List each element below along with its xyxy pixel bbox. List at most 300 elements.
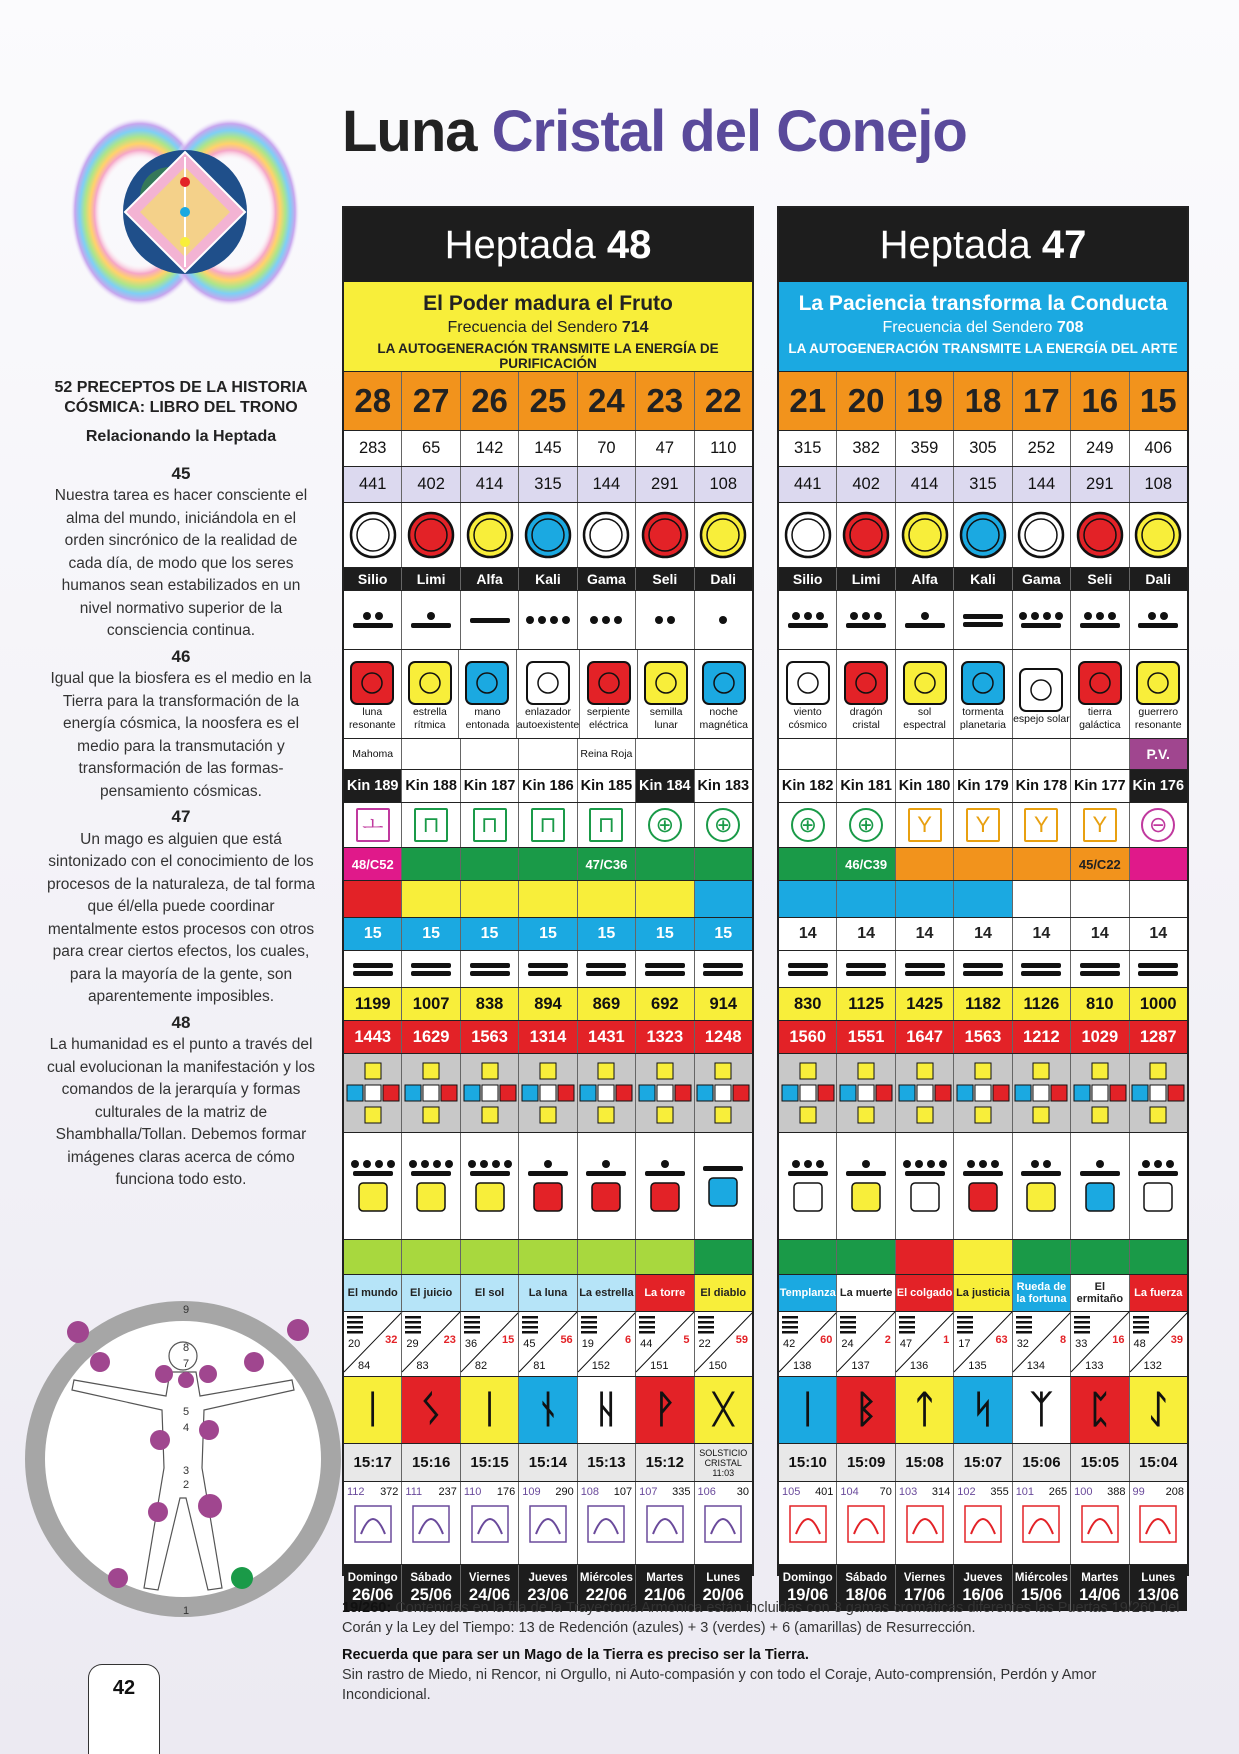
plasma-glyph-cell: [836, 503, 894, 567]
rune-glyph-cell: [895, 1377, 953, 1443]
guide-seal-icon: [968, 1182, 998, 1212]
row-guide-seal: [779, 1132, 1187, 1239]
row-sunset-time: [344, 1443, 752, 1481]
week-number-cell: 14: [1070, 918, 1128, 950]
iching-hexagram-cell: 17 63 135: [953, 1312, 1011, 1376]
green-band-cell: [635, 1240, 693, 1274]
oracle-cross-icon: [695, 1061, 751, 1125]
guide-seal-cell: [344, 1133, 401, 1239]
green-band-cell: [577, 1240, 635, 1274]
weekday-date-cell: Miércoles 22/06: [577, 1565, 635, 1611]
tone-seal-cell: mano entonada: [458, 650, 516, 738]
tone-dots-cell: [460, 591, 518, 649]
harmonic-band-cell: [895, 848, 953, 880]
weekday-date-cell: Domingo 19/06: [779, 1565, 836, 1611]
tone-bars-cell: [577, 951, 635, 987]
weekday-date-cell: Miércoles 15/06: [1012, 1565, 1070, 1611]
weekday-date-cell: Sábado 25/06: [401, 1565, 459, 1611]
plasma-glyph-cell: [1070, 503, 1128, 567]
harmonic-band-cell: 48/C52: [344, 848, 401, 880]
solar-seal-icon: [1018, 667, 1064, 713]
color-band-cell: [518, 881, 576, 917]
guide-seal-icon: [650, 1182, 680, 1212]
castle-icon: ⊓: [473, 808, 507, 842]
plasma-name-cell: Kali: [953, 568, 1011, 590]
tone-bars-cell: [460, 951, 518, 987]
psi-chrono-cell: 104 70: [836, 1482, 894, 1564]
iching-hexagram-cell: 44 5 151: [635, 1312, 693, 1376]
week-number-cell: 14: [895, 918, 953, 950]
row-oracle-cross: [779, 1053, 1187, 1132]
oracle-cross-cell: [518, 1054, 576, 1132]
color-band-cell: [577, 881, 635, 917]
sunset-time-cell: 15:06: [1012, 1444, 1070, 1481]
kin-number-cell: Kin 181: [836, 770, 894, 802]
green-band-cell: [1129, 1240, 1187, 1274]
solar-seal-icon: [843, 660, 889, 706]
plasma-glyph-cell: [344, 503, 401, 567]
harmonic-band-cell: [460, 848, 518, 880]
plasma-icon: [900, 510, 950, 560]
green-band-cell: [779, 1240, 836, 1274]
yellow-number-cell: 914: [694, 988, 752, 1020]
row-tone-bars: [344, 950, 752, 987]
figure-num: 8: [182, 1342, 190, 1354]
rune-glyph-cell: [518, 1377, 576, 1443]
day-number-cell: 28: [344, 372, 401, 430]
tone-dots-cell: [401, 591, 459, 649]
figure-num-top: 9: [182, 1304, 190, 1316]
psi-chrono-cell: 103 314: [895, 1482, 953, 1564]
guide-seal-icon: [416, 1182, 446, 1212]
weekday-date-cell: Jueves 23/06: [518, 1565, 576, 1611]
guide-seal-icon: [475, 1182, 505, 1212]
oracle-cross-cell: [344, 1054, 401, 1132]
harmonic-band-cell: [779, 848, 836, 880]
sunset-time-cell: 15:10: [779, 1444, 836, 1481]
oracle-label-cell: [836, 739, 894, 769]
rune-glyph-cell: [779, 1377, 836, 1443]
harmonic-band-cell: [953, 848, 1011, 880]
rune-icon: ᛈ: [1088, 1388, 1112, 1431]
tarot-card-cell: El ermitaño: [1070, 1275, 1128, 1311]
figure-num: 3: [182, 1465, 190, 1477]
color-band-cell: [1012, 881, 1070, 917]
week-number-cell: 15: [344, 918, 401, 950]
castle-icon: ⊓: [589, 808, 623, 842]
oracle-cross-cell: [895, 1054, 953, 1132]
psi-glyph-icon: [1080, 1504, 1120, 1544]
rune-icon: ᛁ: [796, 1388, 820, 1431]
tone-bars-cell: [895, 951, 953, 987]
red-number-cell: 1287: [1129, 1021, 1187, 1053]
guide-seal-cell: [460, 1133, 518, 1239]
rune-glyph-cell: [401, 1377, 459, 1443]
oracle-cross-icon: [345, 1061, 401, 1125]
row-oracle-cross: [344, 1053, 752, 1132]
psi-number-cell: 110: [694, 431, 752, 466]
castle-icon: ㅗ: [356, 808, 390, 842]
psi-number-cell: 315: [793, 439, 822, 457]
row-psi-chrono: [344, 1481, 752, 1564]
plasma-number-cell: 291: [1070, 467, 1128, 502]
color-band-cell: [895, 881, 953, 917]
solar-seal-icon: [960, 660, 1006, 706]
sunset-time-cell: 15:13: [577, 1444, 635, 1481]
oracle-cross-icon: [578, 1061, 634, 1125]
psi-number-cell: 359: [895, 431, 953, 466]
tone-seal-cell: noche magnética: [694, 650, 752, 738]
row-plasma-glyph: [344, 502, 752, 567]
oracle-cross-icon: [520, 1061, 576, 1125]
red-number-cell: 1551: [836, 1021, 894, 1053]
oracle-label-cell: [460, 739, 518, 769]
plasma-icon: [1016, 510, 1066, 560]
day-number-cell: 25: [518, 372, 576, 430]
oracle-cross-icon: [637, 1061, 693, 1125]
plasma-number-cell: 108: [694, 467, 752, 502]
row-day-number: [344, 371, 752, 430]
plasma-glyph-cell: [577, 503, 635, 567]
guide-seal-icon: [708, 1177, 738, 1207]
page-number: 42: [88, 1664, 160, 1754]
iching-hexagram-cell: 32 8 134: [1012, 1312, 1070, 1376]
psi-chrono-cell: 99 208: [1129, 1482, 1187, 1564]
tone-dots-cell: [779, 591, 836, 649]
psi-glyph-icon: [353, 1504, 393, 1544]
psi-glyph-icon: [586, 1504, 626, 1544]
guide-seal-cell: [953, 1133, 1011, 1239]
solar-seal-icon: [464, 660, 510, 706]
tone-dots-cell: [694, 591, 752, 649]
figure-num: 2: [182, 1479, 190, 1491]
castle-icon: ⊖: [1141, 808, 1175, 842]
castle-glyph-cell: [635, 803, 693, 847]
guide-seal-icon: [1143, 1182, 1173, 1212]
kin-number-cell: Kin 179: [953, 770, 1011, 802]
row-week-number: [344, 917, 752, 950]
plasma-name-cell: Limi: [401, 568, 459, 590]
color-band-cell: [779, 881, 836, 917]
footer-bold-1: 19/260:: [342, 1600, 392, 1616]
row-yellow-number: [779, 987, 1187, 1020]
tone-dots-cell: [518, 591, 576, 649]
oracle-cross-cell: [460, 1054, 518, 1132]
solar-seal-icon: [407, 660, 453, 706]
tone-seal-cell: dragón cristal: [836, 650, 894, 738]
day-number-cell: 19: [895, 372, 953, 430]
guide-seal-cell: [779, 1133, 836, 1239]
oracle-label-cell: Reina Roja: [577, 739, 635, 769]
footer-text-1: Contenidas en la fila de la Trayectoria Armónica están incluidas con 3 gamas cromáticas diferentes las Puertas 19/260 del Corán y la Ley del Tiempo: 13 de Redención (azules) + 3 (verdes) + 6 (amarillas) de Resurrección.: [342, 1600, 1180, 1636]
kin-number-cell: Kin 186: [518, 770, 576, 802]
red-number-cell: 1029: [1070, 1021, 1128, 1053]
tarot-card-cell: La torre: [635, 1275, 693, 1311]
solar-seal-icon: [349, 660, 395, 706]
yellow-number-cell: 1007: [401, 988, 459, 1020]
plasma-name-cell: Silio: [779, 568, 836, 590]
color-band-cell: [694, 881, 752, 917]
red-number-cell: 1560: [779, 1021, 836, 1053]
harmonic-band-cell: [635, 848, 693, 880]
oracle-cross-icon: [1130, 1061, 1186, 1125]
plasma-name-cell: Limi: [836, 568, 894, 590]
castle-icon: ⊕: [648, 808, 682, 842]
tarot-card-cell: La justicia: [953, 1275, 1011, 1311]
yellow-number-cell: 810: [1070, 988, 1128, 1020]
heptad-frequency: Frecuencia del Sendero 714: [447, 319, 649, 336]
tone-seal-cell: enlazador autoexistente: [516, 650, 579, 738]
rune-glyph-cell: [694, 1377, 752, 1443]
oracle-cross-cell: [1129, 1054, 1187, 1132]
psi-glyph-icon: [963, 1504, 1003, 1544]
row-green-band: [779, 1239, 1187, 1274]
oracle-label-cell: [518, 739, 576, 769]
iching-hexagram-cell: 47 1 136: [895, 1312, 953, 1376]
solar-seal-icon: [1077, 660, 1123, 706]
color-band-cell: [401, 881, 459, 917]
row-tone-dots: [779, 590, 1187, 649]
tone-bars-cell: [344, 951, 401, 987]
castle-icon: ⊓: [531, 808, 565, 842]
guide-seal-cell: [1129, 1133, 1187, 1239]
rune-glyph-cell: [953, 1377, 1011, 1443]
tone-seal-cell: tormenta planetaria: [953, 650, 1011, 738]
row-castle-glyph: [344, 802, 752, 847]
castle-icon: ⊕: [849, 808, 883, 842]
rune-glyph-cell: [1070, 1377, 1128, 1443]
oracle-label-cell: [694, 739, 752, 769]
castle-icon: Y: [1083, 808, 1117, 842]
oracle-cross-icon: [403, 1061, 459, 1125]
rune-icon: ᚾ: [536, 1388, 560, 1431]
oracle-cross-cell: [635, 1054, 693, 1132]
psi-number-cell: 249: [1070, 431, 1128, 466]
psi-glyph-icon: [788, 1504, 828, 1544]
row-green-band: [344, 1239, 752, 1274]
precept-number: 46: [171, 646, 191, 666]
precepts-heading: 52 PRECEPTOS DE LA HISTORIA CÓSMICA: LIBRO DEL TRONO: [54, 379, 308, 416]
row-tone-dots: [344, 590, 752, 649]
yellow-number-cell: 869: [577, 988, 635, 1020]
sunset-time-cell: 15:14: [518, 1444, 576, 1481]
row-psi-number: [779, 430, 1187, 466]
precept-number: 45: [171, 463, 191, 483]
week-number-cell: 14: [779, 918, 836, 950]
kin-number-cell: Kin 184: [635, 770, 693, 802]
harmonic-band-cell: 47/C36: [577, 848, 635, 880]
castle-glyph-cell: [1070, 803, 1128, 847]
green-band-cell: [895, 1240, 953, 1274]
psi-chrono-cell: 111 237: [401, 1482, 459, 1564]
harmonic-band-cell: [518, 848, 576, 880]
guide-seal-cell: [1070, 1133, 1128, 1239]
psi-chrono-cell: 112 372: [344, 1482, 401, 1564]
plasma-icon: [958, 510, 1008, 560]
tone-bars-cell: [1012, 951, 1070, 987]
sunset-time-cell: 15:08: [895, 1444, 953, 1481]
row-kin-number: [344, 769, 752, 802]
psi-number-cell: 70: [577, 431, 635, 466]
psi-glyph-icon: [1021, 1504, 1061, 1544]
kin-number-cell: Kin 185: [577, 770, 635, 802]
green-band-cell: [836, 1240, 894, 1274]
plasma-name-cell: Seli: [635, 568, 693, 590]
guide-seal-cell: [895, 1133, 953, 1239]
psi-chrono-cell: 101 265: [1012, 1482, 1070, 1564]
week-number-cell: 14: [1012, 918, 1070, 950]
rune-icon: ᛋ: [971, 1388, 995, 1431]
iching-hexagram-cell: 29 23 83: [401, 1312, 459, 1376]
row-color-band: [779, 880, 1187, 917]
psi-glyph-icon: [703, 1504, 743, 1544]
tone-dots-cell: [635, 591, 693, 649]
psi-glyph-icon: [645, 1504, 685, 1544]
psi-chrono-cell: 100 388: [1070, 1482, 1128, 1564]
kin-number-cell: Kin 176: [1129, 770, 1187, 802]
guide-seal-cell: [836, 1133, 894, 1239]
psi-chrono-cell: 106 30: [694, 1482, 752, 1564]
oracle-label-cell: [1012, 739, 1070, 769]
rune-icon: ᛉ: [1029, 1388, 1053, 1431]
precept-text: Nuestra tarea es hacer consciente el alma del mundo, iniciándola en el orden sincrónico de la realidad de cada día, de modo que los seres humanos sean estabilizados en un nivel normativo superior de la consciencia continua.: [54, 487, 308, 639]
footer-notes: [342, 1598, 1188, 1712]
tone-bars-cell: [518, 951, 576, 987]
guide-seal-cell: [577, 1133, 635, 1239]
tone-seal-cell: viento cósmico: [779, 650, 836, 738]
day-number-cell: 24: [577, 372, 635, 430]
iching-hexagram-cell: 42 60 138: [779, 1312, 836, 1376]
heptad-header: Heptada 47: [779, 208, 1187, 282]
row-iching-hexagram: [344, 1311, 752, 1376]
day-number-cell: 21: [779, 372, 836, 430]
row-tone-seal: [779, 649, 1187, 738]
tone-dots-cell: [1070, 591, 1128, 649]
oracle-label-cell: [401, 739, 459, 769]
castle-icon: Y: [908, 808, 942, 842]
week-number-cell: 15: [577, 918, 635, 950]
sunset-time-cell: 15:17: [344, 1444, 401, 1481]
rune-glyph-cell: [1129, 1377, 1187, 1443]
day-number-cell: 20: [836, 372, 894, 430]
kin-number-cell: Kin 183: [694, 770, 752, 802]
oracle-cross-icon: [897, 1061, 953, 1125]
castle-glyph-cell: [577, 803, 635, 847]
row-iching-hexagram: [779, 1311, 1187, 1376]
heptad-48-table: [342, 206, 754, 1604]
kin-number-cell: Kin 178: [1012, 770, 1070, 802]
tone-seal-cell: guerrero resonante: [1129, 650, 1187, 738]
tarot-card-cell: El diablo: [694, 1275, 752, 1311]
precept-text: Un mago es alguien que está sintonizado con el conocimiento de los procesos de la naturaleza, de tal forma que él/ella puede coordinar mentalmente estos procesos con otros para crear ciertos efectos, los cuales, para la mayoría de la gente, son aparentemente imposibles.: [47, 830, 315, 1005]
green-band-cell: [694, 1240, 752, 1274]
guide-seal-cell: [694, 1133, 752, 1239]
tone-dots-cell: [1012, 591, 1070, 649]
plasma-glyph-cell: [635, 503, 693, 567]
tone-seal-cell: espejo solar: [1012, 650, 1070, 738]
page-title: Luna Cristal del Conejo: [342, 99, 967, 164]
kin-number-cell: Kin 182: [781, 778, 834, 794]
plasma-number-cell: 414: [895, 467, 953, 502]
iching-hexagram-cell: 45 56 81: [518, 1312, 576, 1376]
day-number-cell: 18: [953, 372, 1011, 430]
yellow-number-cell: 1425: [895, 988, 953, 1020]
guide-seal-icon: [1026, 1182, 1056, 1212]
oracle-cross-icon: [838, 1061, 894, 1125]
red-number-cell: 1629: [401, 1021, 459, 1053]
row-color-band: [344, 880, 752, 917]
harmonic-band-cell: [1012, 848, 1070, 880]
oracle-cross-icon: [955, 1061, 1011, 1125]
tone-dots-cell: [1129, 591, 1187, 649]
plasma-icon: [348, 510, 398, 560]
iching-hexagram-cell: 33 16 133: [1070, 1312, 1128, 1376]
row-oracle-label: [344, 738, 752, 769]
tone-seal-cell: serpiente eléctrica: [579, 650, 637, 738]
row-red-number: [779, 1020, 1187, 1053]
color-band-cell: [635, 881, 693, 917]
oracle-cross-cell: [953, 1054, 1011, 1132]
plasma-icon: [783, 510, 833, 560]
tarot-card-cell: El sol: [460, 1275, 518, 1311]
castle-glyph-cell: [779, 803, 836, 847]
castle-icon: ⊓: [414, 808, 448, 842]
guide-seal-icon: [793, 1182, 823, 1212]
green-band-cell: [953, 1240, 1011, 1274]
plasma-icon: [841, 510, 891, 560]
plasma-glyph-cell: [518, 503, 576, 567]
tone-bars-cell: [779, 951, 836, 987]
day-number-cell: 15: [1129, 372, 1187, 430]
castle-glyph-cell: [1012, 803, 1070, 847]
plasma-glyph-cell: [401, 503, 459, 567]
psi-glyph-icon: [846, 1504, 886, 1544]
sunset-time-cell: 15:16: [401, 1444, 459, 1481]
tarot-card-cell: El mundo: [344, 1275, 401, 1311]
green-band-cell: [460, 1240, 518, 1274]
oracle-label-cell: Mahoma: [352, 748, 394, 760]
castle-glyph-cell: [836, 803, 894, 847]
sunset-time-cell: 15:05: [1070, 1444, 1128, 1481]
guide-seal-icon: [358, 1182, 388, 1212]
red-number-cell: 1212: [1012, 1021, 1070, 1053]
plasma-number-cell: 144: [577, 467, 635, 502]
tone-dots-cell: [836, 591, 894, 649]
day-number-cell: 16: [1070, 372, 1128, 430]
color-band-cell: [1129, 881, 1187, 917]
row-tone-seal: [344, 649, 752, 738]
psi-number-cell: 47: [635, 431, 693, 466]
oracle-label-cell: [779, 739, 836, 769]
weekday-date-cell: Martes 21/06: [635, 1565, 693, 1611]
rune-icon: ᛁ: [478, 1388, 501, 1431]
oracle-label-cell: [1070, 739, 1128, 769]
heptad-autogeneration: LA AUTOGENERACIÓN TRANSMITE LA ENERGÍA DEL ARTE: [788, 341, 1178, 356]
human-chakra-figure: [22, 1298, 344, 1620]
row-week-number: [779, 917, 1187, 950]
castle-glyph-cell: [895, 803, 953, 847]
castle-glyph-cell: [1129, 803, 1187, 847]
row-plasma-name: [779, 567, 1187, 590]
plasma-icon: [406, 510, 456, 560]
solar-seal-icon: [586, 660, 632, 706]
tone-dots-cell: [953, 591, 1011, 649]
psi-glyph-icon: [470, 1504, 510, 1544]
guide-seal-icon: [910, 1182, 940, 1212]
weekday-date-cell: Sábado 18/06: [836, 1565, 894, 1611]
weekday-date-cell: Martes 14/06: [1070, 1565, 1128, 1611]
tone-seal-cell: luna resonante: [344, 650, 401, 738]
